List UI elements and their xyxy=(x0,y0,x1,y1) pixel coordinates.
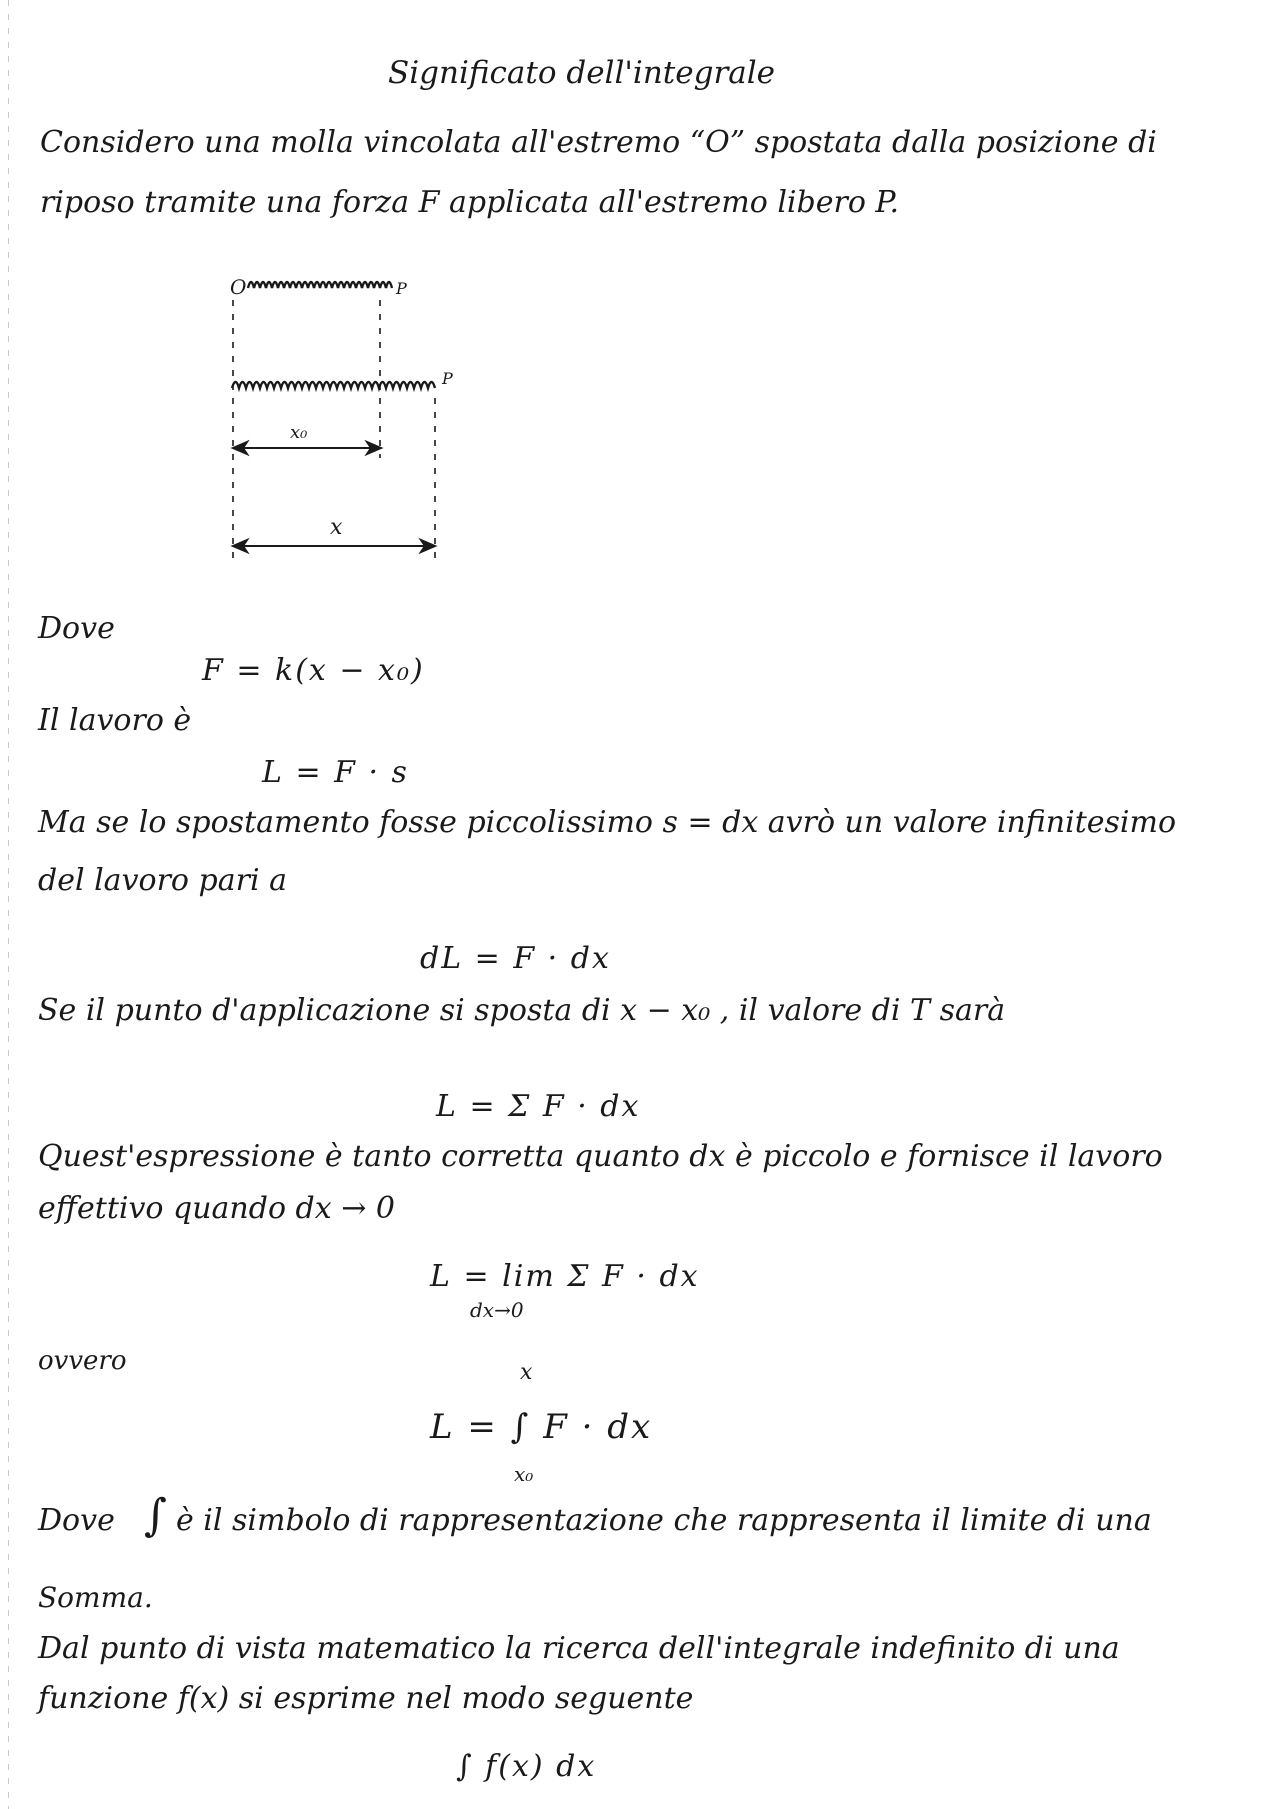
spring-stretched xyxy=(232,382,435,388)
spring-diagram xyxy=(230,248,550,568)
label-x0: x₀ xyxy=(290,422,308,443)
label-p-bottom: P xyxy=(442,369,453,388)
text-quest-line-1: Quest'espressione è tanto corretta quanto dx è piccolo e fornisce il lavoro xyxy=(38,1139,1163,1174)
spring-rest xyxy=(248,282,392,288)
text-dove-2: Dove xyxy=(38,1503,115,1538)
equation-force: F = k(x − x₀) xyxy=(202,653,425,688)
equation-dl: dL = F · dx xyxy=(420,941,611,976)
label-o: O xyxy=(230,275,247,299)
text-se-line: Se il punto d'applicazione si sposta di x − x₀ , il valore di T sarà xyxy=(38,993,1006,1028)
integral-symbol-icon: ∫ xyxy=(144,1490,167,1541)
intro-line-2: riposo tramite una forza F applicata all'estremo libero P. xyxy=(40,185,900,220)
equation-limit: L = lim Σ F · dx xyxy=(430,1259,700,1294)
label-x: x xyxy=(330,515,343,540)
integral-lower-limit: x₀ xyxy=(514,1462,534,1486)
equation-final: ∫ f(x) dx xyxy=(456,1749,597,1784)
text-lavoro: Il lavoro è xyxy=(38,703,192,738)
equation-limit-subscript: dx→0 xyxy=(470,1298,524,1322)
integral-upper-limit: x xyxy=(520,1360,533,1385)
text-dal-line-1: Dal punto di vista matematico la ricerca dell'integrale indefinito di una xyxy=(38,1631,1120,1666)
equation-sum: L = Σ F · dx xyxy=(436,1089,641,1124)
text-dove-2-rest: è il simbolo di rappresentazione che rappresenta il limite di una xyxy=(176,1503,1152,1538)
equation-integral: L = ∫ F · dx xyxy=(430,1407,653,1447)
text-ovvero: ovvero xyxy=(38,1346,127,1376)
arrow-x0 xyxy=(233,442,381,454)
left-margin-rule xyxy=(8,0,9,1809)
text-ma-line-1: Ma se lo spostamento fosse piccolissimo s = dx avrò un valore infinitesimo xyxy=(38,805,1177,840)
page-title: Significato dell'integrale xyxy=(388,55,776,91)
intro-line-1: Considero una molla vincolata all'estremo “O” spostata dalla posizione di xyxy=(40,125,1157,160)
text-ma-line-2: del lavoro pari a xyxy=(38,863,287,898)
label-p-top: P xyxy=(396,279,407,298)
text-dal-line-2: funzione f(x) si esprime nel modo seguente xyxy=(38,1681,694,1716)
text-quest-line-2: effettivo quando dx → 0 xyxy=(38,1191,395,1226)
equation-work: L = F · s xyxy=(262,755,409,790)
arrow-x xyxy=(233,540,435,552)
text-somma: Somma. xyxy=(38,1581,153,1614)
text-dove-1: Dove xyxy=(38,611,115,646)
